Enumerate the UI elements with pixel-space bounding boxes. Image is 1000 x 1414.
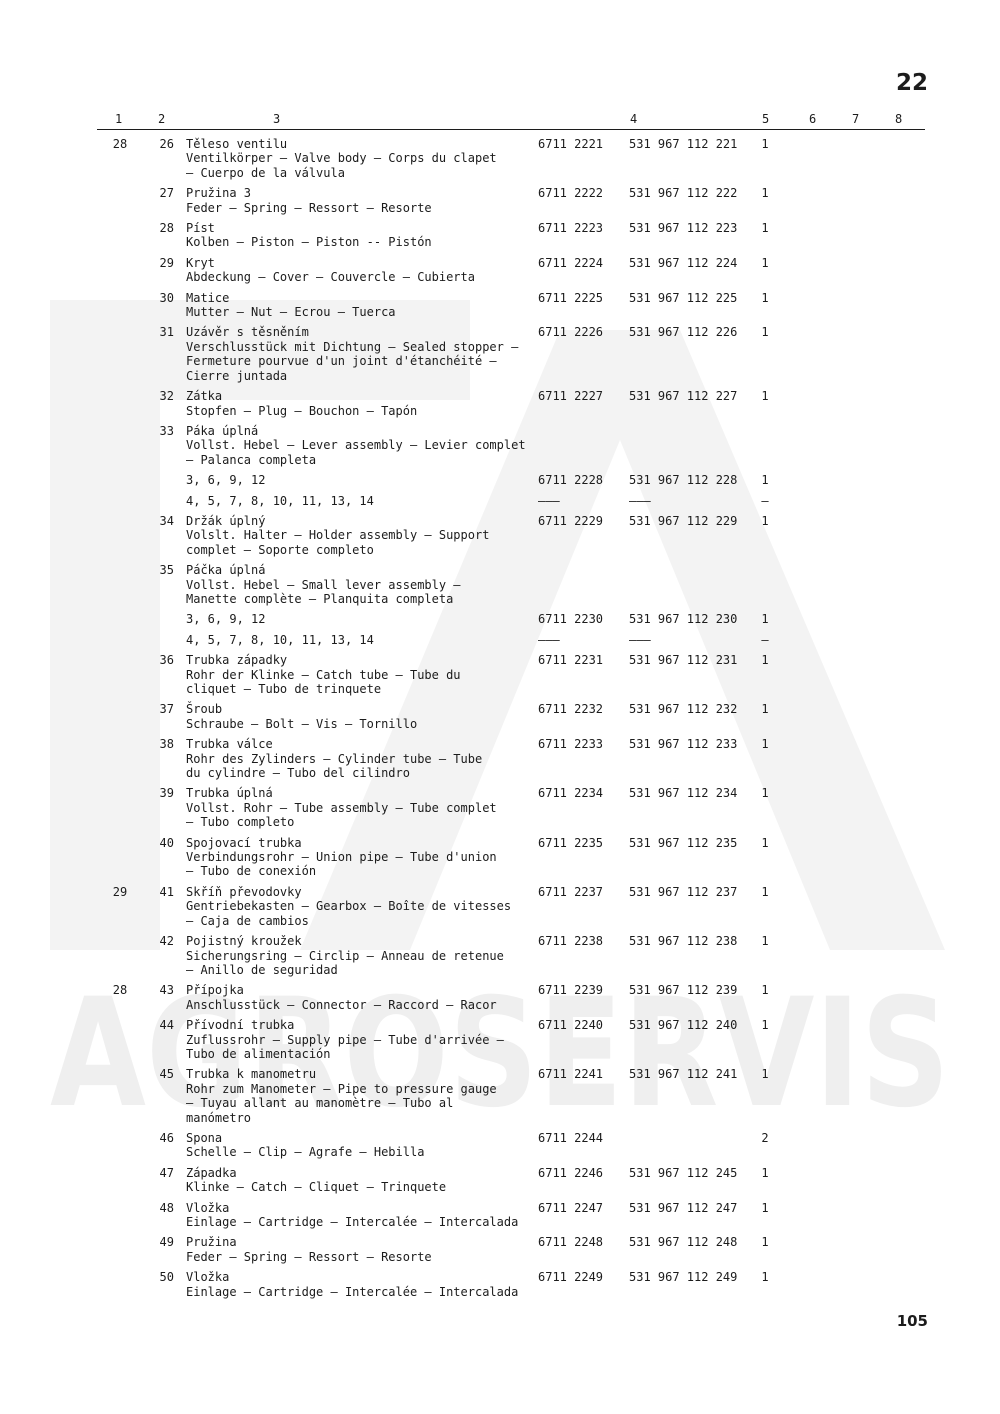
column-header-row [97, 112, 925, 130]
quantity: 1 [761, 1200, 769, 1215]
catalog-code: 6711 2223 [538, 221, 604, 236]
table-row [0, 514, 1000, 557]
catalog-code: 6711 2229 [538, 513, 604, 528]
description-line: Trubka k manometru [186, 1067, 317, 1082]
table-row [0, 221, 1000, 250]
description-line: Skříň převodovky [186, 884, 302, 899]
description-line: Páka úplná [186, 423, 259, 438]
position-number: 40 [159, 835, 174, 850]
part-number: 531 967 112 223 [629, 221, 738, 236]
description-line: Volslt. Halter — Holder assembly — Support [186, 528, 490, 543]
part-description [186, 1235, 542, 1264]
part-number: 531 967 112 235 [629, 835, 738, 850]
table-row [0, 612, 1000, 626]
position-number: 27 [159, 186, 174, 201]
column-header-5: 5 [762, 112, 770, 126]
part-description [186, 633, 542, 647]
quantity: 1 [761, 473, 769, 488]
description-line: Páčka úplná [186, 563, 266, 578]
description-line: — Tubo de conexión [186, 864, 317, 879]
position-number: 28 [159, 221, 174, 236]
description-line: Kryt [186, 255, 215, 270]
description-line: Matice [186, 290, 230, 305]
part-description [186, 325, 542, 383]
part-description [186, 786, 542, 829]
page-number-bottom: 105 [896, 1312, 928, 1330]
column-header-7: 7 [852, 112, 860, 126]
quantity: 1 [761, 934, 769, 949]
catalog-code: 6711 2248 [538, 1235, 604, 1250]
part-description [186, 702, 542, 731]
table-row [0, 1235, 1000, 1264]
description-line: Rohr zum Manometer — Pipe to pressure gauge [186, 1081, 497, 1096]
part-number: 531 967 112 239 [629, 983, 738, 998]
description-line: — Cuerpo de la válvula [186, 165, 345, 180]
part-description [186, 1131, 542, 1160]
description-line: — Anillo de seguridad [186, 962, 338, 977]
part-number: 531 967 112 224 [629, 255, 738, 270]
part-description [186, 612, 542, 626]
description-line: Fermeture pourvue d'un joint d'étanchéité — [186, 354, 497, 369]
catalog-code: 6711 2237 [538, 884, 604, 899]
description-line: 4, 5, 7, 8, 10, 11, 13, 14 [186, 493, 374, 508]
part-description [186, 473, 542, 487]
table-row [0, 563, 1000, 606]
part-description [186, 836, 542, 879]
description-line: Manette complète — Planquita completa [186, 591, 454, 606]
catalog-code: 6711 2232 [538, 702, 604, 717]
catalog-code: 6711 2244 [538, 1130, 604, 1145]
table-row [0, 836, 1000, 879]
description-line: Klinke — Catch — Cliquet — Trinquete [186, 1180, 447, 1195]
catalog-code: 6711 2225 [538, 290, 604, 305]
part-number: 531 967 112 249 [629, 1270, 738, 1285]
part-number: 531 967 112 228 [629, 473, 738, 488]
catalog-code: 6711 2247 [538, 1200, 604, 1215]
description-line: — Palanca completa [186, 452, 317, 467]
position-number: 50 [159, 1270, 174, 1285]
description-line: Přívodní trubka [186, 1018, 295, 1033]
description-line: Tubo de alimentación [186, 1046, 331, 1061]
description-line: Rohr der Klinke — Catch tube — Tube du [186, 667, 461, 682]
group-number: 28 [112, 983, 128, 998]
position-number: 42 [159, 934, 174, 949]
description-line: Vollst. Hebel — Small lever assembly — [186, 577, 461, 592]
position-number: 48 [159, 1200, 174, 1215]
description-line: Feder — Spring — Ressort — Resorte [186, 1249, 432, 1264]
description-line: Šroub [186, 702, 223, 717]
table-row [0, 786, 1000, 829]
description-line: Verbindungsrohr — Union pipe — Tube d'union [186, 850, 497, 865]
description-line: Spona [186, 1130, 223, 1145]
position-number: 33 [159, 423, 174, 438]
header-rule [97, 129, 925, 130]
catalog-code: 6711 2230 [538, 612, 604, 627]
position-number: 39 [159, 786, 174, 801]
description-line: Schraube — Bolt — Vis — Tornillo [186, 716, 418, 731]
table-row [0, 494, 1000, 508]
part-number: 531 967 112 233 [629, 737, 738, 752]
position-number: 30 [159, 290, 174, 305]
quantity: 1 [761, 255, 769, 270]
table-row [0, 137, 1000, 180]
part-description [186, 1166, 542, 1195]
part-number: 531 967 112 231 [629, 653, 738, 668]
part-description [186, 291, 542, 320]
quantity: 1 [761, 1067, 769, 1082]
description-line: Uzávěr s těsněním [186, 325, 309, 340]
description-line: Kolben — Piston — Piston -- Pistón [186, 235, 432, 250]
description-line: Pružina [186, 1235, 237, 1250]
position-number: 49 [159, 1235, 174, 1250]
position-number: 31 [159, 325, 174, 340]
part-number: 531 967 112 222 [629, 186, 738, 201]
catalog-code: 6711 2235 [538, 835, 604, 850]
parts-table [0, 137, 1000, 1305]
group-number: 29 [112, 884, 128, 899]
part-description [186, 514, 542, 557]
catalog-code: 6711 2226 [538, 325, 604, 340]
quantity: 1 [761, 612, 769, 627]
quantity: — [761, 632, 769, 647]
part-description [186, 221, 542, 250]
part-number: ——— [629, 632, 651, 647]
table-row [0, 702, 1000, 731]
part-description [186, 424, 542, 467]
description-line: complet — Soporte completo [186, 542, 374, 557]
part-number: 531 967 112 234 [629, 786, 738, 801]
description-line: Feder — Spring — Ressort — Resorte [186, 200, 432, 215]
part-description [186, 563, 542, 606]
description-line: Mutter — Nut — Ecrou — Tuerca [186, 305, 396, 320]
catalog-code: 6711 2222 [538, 186, 604, 201]
catalog-code: ——— [538, 632, 560, 647]
part-description [186, 256, 542, 285]
position-number: 47 [159, 1165, 174, 1180]
description-line: Abdeckung — Cover — Couvercle — Cubierta [186, 270, 475, 285]
description-line: Trubka úplná [186, 786, 273, 801]
part-description [186, 1018, 542, 1061]
position-number: 44 [159, 1018, 174, 1033]
description-line: Vložka [186, 1200, 230, 1215]
description-line: Verschlusstück mit Dichtung — Sealed stopper — [186, 339, 519, 354]
column-header-6: 6 [809, 112, 817, 126]
part-number: 531 967 112 248 [629, 1235, 738, 1250]
position-number: 43 [159, 983, 174, 998]
catalog-code: ——— [538, 493, 560, 508]
column-header-1: 1 [115, 112, 123, 126]
group-number: 28 [112, 137, 128, 151]
quantity: 1 [761, 389, 769, 404]
part-description [186, 389, 542, 418]
position-number: 36 [159, 653, 174, 668]
description-line: 3, 6, 9, 12 [186, 612, 266, 627]
quantity: 1 [761, 786, 769, 801]
column-header-2: 2 [158, 112, 166, 126]
description-line: Západka [186, 1165, 237, 1180]
table-row [0, 1166, 1000, 1195]
description-line: — Caja de cambios [186, 913, 309, 928]
part-number: ——— [629, 493, 651, 508]
description-line: Zátka [186, 389, 223, 404]
description-line: Gentriebekasten — Gearbox — Boîte de vitesses [186, 899, 512, 914]
quantity: 1 [761, 137, 769, 151]
description-line: Vollst. Rohr — Tube assembly — Tube complet [186, 800, 497, 815]
part-number: 531 967 112 225 [629, 290, 738, 305]
quantity: 1 [761, 1165, 769, 1180]
part-description [186, 934, 542, 977]
page-number-top: 22 [895, 70, 928, 96]
description-line: 4, 5, 7, 8, 10, 11, 13, 14 [186, 632, 374, 647]
table-row [0, 737, 1000, 780]
table-row [0, 983, 1000, 1012]
description-line: Vložka [186, 1270, 230, 1285]
table-row [0, 256, 1000, 285]
part-number: 531 967 112 241 [629, 1067, 738, 1082]
description-line: — Tuyau allant au manomètre — Tubo al [186, 1096, 454, 1111]
catalog-code: 6711 2241 [538, 1067, 604, 1082]
catalog-code: 6711 2240 [538, 1018, 604, 1033]
position-number: 37 [159, 702, 174, 717]
description-line: Stopfen — Plug — Bouchon — Tapón [186, 403, 418, 418]
catalog-code: 6711 2221 [538, 137, 604, 151]
quantity: 1 [761, 290, 769, 305]
quantity: 1 [761, 737, 769, 752]
catalog-code: 6711 2246 [538, 1165, 604, 1180]
position-number: 38 [159, 737, 174, 752]
position-number: 29 [159, 255, 174, 270]
part-description [186, 186, 542, 215]
description-line: Einlage — Cartridge — Intercalée — Intercalada [186, 1215, 519, 1229]
quantity: 1 [761, 513, 769, 528]
part-number: 531 967 112 226 [629, 325, 738, 340]
part-description [186, 137, 542, 180]
quantity: 1 [761, 983, 769, 998]
description-line: Pojistný kroužek [186, 934, 302, 949]
watermark-text: AGROSERVIS [50, 967, 950, 1141]
part-number: 531 967 112 237 [629, 884, 738, 899]
quantity: 1 [761, 884, 769, 899]
description-line: cliquet — Tubo de trinquete [186, 682, 382, 696]
part-number: 531 967 112 245 [629, 1165, 738, 1180]
quantity: 1 [761, 325, 769, 340]
description-line: Rohr des Zylinders — Cylinder tube — Tube [186, 751, 483, 766]
catalog-code: 6711 2249 [538, 1270, 604, 1285]
table-row [0, 885, 1000, 928]
description-line: Držák úplný [186, 513, 266, 528]
description-line: Zuflussrohr — Supply pipe — Tube d'arrivée — [186, 1032, 504, 1047]
quantity: 1 [761, 221, 769, 236]
quantity: 1 [761, 1018, 769, 1033]
position-number: 34 [159, 513, 174, 528]
position-number: 45 [159, 1067, 174, 1082]
quantity: 1 [761, 653, 769, 668]
description-line: Pružina 3 [186, 186, 252, 201]
table-row [0, 1270, 1000, 1299]
catalog-code: 6711 2238 [538, 934, 604, 949]
part-number: 531 967 112 247 [629, 1200, 738, 1215]
description-line: Píst [186, 221, 215, 236]
part-number: 531 967 112 230 [629, 612, 738, 627]
description-line: Spojovací trubka [186, 835, 302, 850]
part-description [186, 983, 542, 1012]
part-number: 531 967 112 240 [629, 1018, 738, 1033]
column-header-8: 8 [895, 112, 903, 126]
table-row [0, 1201, 1000, 1230]
position-number: 46 [159, 1130, 174, 1145]
catalog-code: 6711 2227 [538, 389, 604, 404]
description-line: Einlage — Cartridge — Intercalée — Intercalada [186, 1284, 519, 1299]
table-row [0, 473, 1000, 487]
quantity: 1 [761, 1270, 769, 1285]
quantity: 1 [761, 1235, 769, 1250]
table-row [0, 424, 1000, 467]
part-description [186, 1201, 542, 1230]
table-row [0, 633, 1000, 647]
quantity: 2 [761, 1130, 769, 1145]
description-line: Přípojka [186, 983, 244, 998]
catalog-code: 6711 2231 [538, 653, 604, 668]
description-line: Cierre juntada [186, 368, 288, 383]
description-line: Ventilkörper — Valve body — Corps du clapet [186, 151, 497, 166]
description-line: Těleso ventilu [186, 137, 288, 151]
table-row [0, 934, 1000, 977]
table-row [0, 1067, 1000, 1125]
description-line: — Tubo completo [186, 815, 295, 830]
table-row [0, 186, 1000, 215]
table-row [0, 389, 1000, 418]
part-description [186, 494, 542, 508]
quantity: — [761, 493, 769, 508]
part-number: 531 967 112 229 [629, 513, 738, 528]
part-number: 531 967 112 227 [629, 389, 738, 404]
position-number: 41 [159, 884, 174, 899]
table-row [0, 1018, 1000, 1061]
column-header-3: 3 [273, 112, 281, 126]
description-line: Sicherungsring — Circlip — Anneau de retenue [186, 948, 504, 963]
position-number: 35 [159, 563, 174, 578]
part-description [186, 1270, 542, 1299]
part-description [186, 1067, 542, 1125]
quantity: 1 [761, 702, 769, 717]
table-row [0, 291, 1000, 320]
table-row [0, 1131, 1000, 1160]
catalog-code: 6711 2228 [538, 473, 604, 488]
part-description [186, 653, 542, 696]
description-line: manómetro [186, 1110, 252, 1125]
column-header-4: 4 [630, 112, 638, 126]
table-row [0, 653, 1000, 696]
description-line: 3, 6, 9, 12 [186, 473, 266, 488]
description-line: du cylindre — Tubo del cilindro [186, 766, 410, 781]
description-line: Schelle — Clip — Agrafe — Hebilla [186, 1145, 425, 1160]
quantity: 1 [761, 186, 769, 201]
part-number: 531 967 112 232 [629, 702, 738, 717]
position-number: 32 [159, 389, 174, 404]
table-row [0, 325, 1000, 383]
part-description [186, 737, 542, 780]
quantity: 1 [761, 835, 769, 850]
description-line: Trubka válce [186, 737, 273, 752]
catalog-code: 6711 2224 [538, 255, 604, 270]
description-line: Vollst. Hebel — Lever assembly — Levier complet [186, 438, 526, 453]
position-number: 26 [159, 137, 174, 151]
part-number: 531 967 112 221 [629, 137, 738, 151]
description-line: Trubka západky [186, 653, 288, 668]
part-number: 531 967 112 238 [629, 934, 738, 949]
part-description [186, 885, 542, 928]
description-line: Anschlusstück — Connector — Raccord — Racor [186, 997, 497, 1012]
catalog-code: 6711 2239 [538, 983, 604, 998]
catalog-code: 6711 2233 [538, 737, 604, 752]
catalog-code: 6711 2234 [538, 786, 604, 801]
